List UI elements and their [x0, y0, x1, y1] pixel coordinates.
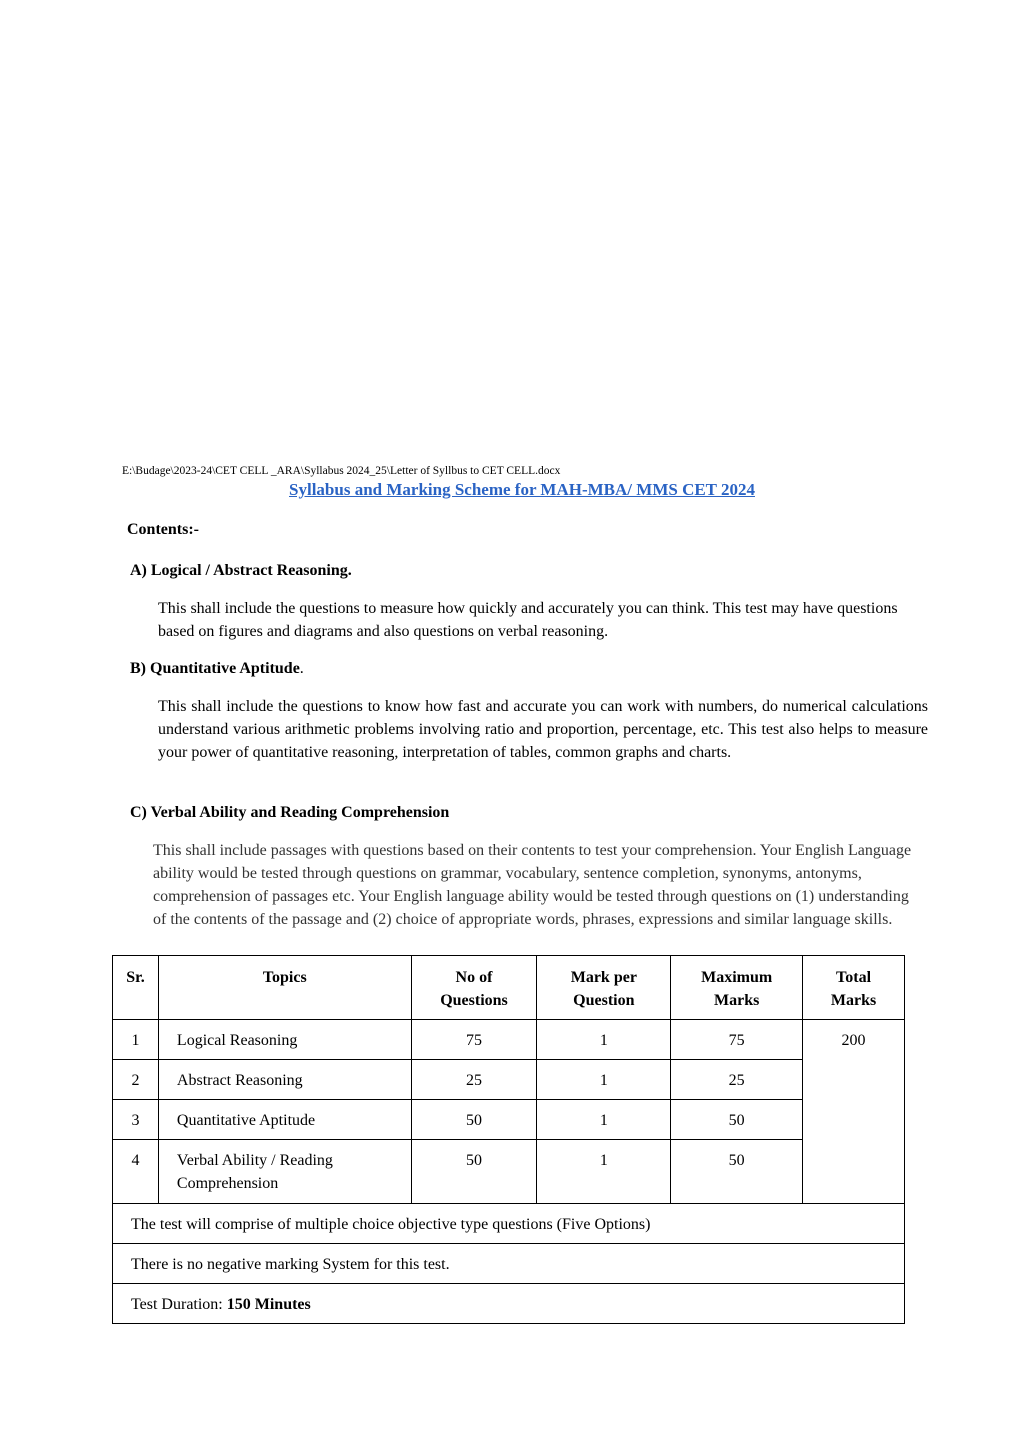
- table-header-row: [113, 956, 905, 1020]
- header-maximum-marks: Maximum Marks: [671, 956, 803, 1020]
- row-questions: 25: [411, 1060, 537, 1100]
- duration-label: Test Duration:: [131, 1296, 227, 1313]
- header-total-marks: Total Marks: [803, 956, 905, 1020]
- section-b-body: This shall include the questions to know how fast and accurate you can work with numbers, do numerical calculations understand various arithmetic problems involving ratio and proportion, percentage, etc. This test also helps to measure your power of quantitative reasoning, interpretation of tables, common graphs and charts.: [158, 698, 928, 761]
- table-row: [113, 1140, 905, 1204]
- marking-scheme-table: [112, 955, 905, 1324]
- duration-value: 150 Minutes: [226, 1296, 311, 1313]
- document-title: Syllabus and Marking Scheme for MAH-MBA/ MMS CET 2024: [289, 480, 755, 499]
- table-note-row: [113, 1284, 905, 1324]
- row-mark: 1: [537, 1140, 671, 1204]
- row-sr: 3: [113, 1100, 159, 1140]
- test-duration: [113, 1284, 905, 1324]
- row-questions: 50: [411, 1100, 537, 1140]
- header-no-of-questions: No of Questions: [411, 956, 537, 1020]
- row-mark: 1: [537, 1020, 671, 1060]
- row-topic: Logical Reasoning: [158, 1020, 411, 1060]
- row-mark: 1: [537, 1100, 671, 1140]
- row-max: 75: [671, 1020, 803, 1060]
- section-a-heading-text: A) Logical / Abstract Reasoning.: [130, 562, 352, 579]
- section-a-body: This shall include the questions to measure how quickly and accurately you can think. This test may have questions based on figures and diagrams and also questions on verbal reasoning.: [158, 600, 898, 640]
- section-c-heading-text: C) Verbal Ability and Reading Comprehension: [130, 804, 450, 821]
- row-sr: 4: [113, 1140, 159, 1204]
- table-note-row: [113, 1204, 905, 1244]
- row-mark: 1: [537, 1060, 671, 1100]
- row-questions: 75: [411, 1020, 537, 1060]
- note-negative-marking: There is no negative marking System for this test.: [113, 1244, 905, 1284]
- file-path: E:\Budage\2023-24\CET CELL _ARA\Syllabus 2024_25\Letter of Syllbus to CET CELL.docx: [122, 465, 561, 477]
- table-row: [113, 1060, 905, 1100]
- row-max: 25: [671, 1060, 803, 1100]
- row-sr: 2: [113, 1060, 159, 1100]
- header-mark-per-question: Mark per Question: [537, 956, 671, 1020]
- header-sr: Sr.: [113, 956, 159, 1020]
- row-topic: Verbal Ability / Reading Comprehension: [158, 1140, 411, 1204]
- section-c-heading: [130, 804, 449, 822]
- row-topic: Abstract Reasoning: [158, 1060, 411, 1100]
- note-question-format: The test will comprise of multiple choice objective type questions (Five Options): [113, 1204, 905, 1244]
- row-sr: 1: [113, 1020, 159, 1060]
- row-max: 50: [671, 1140, 803, 1204]
- table-note-row: [113, 1244, 905, 1284]
- section-c-body: This shall include passages with questions based on their contents to test your comprehension. Your English Language ability would be tested through questions on grammar, vocabulary, sentence completion, synonyms, antonyms, comprehension of passages etc. Your English language ability would be tested through questions on (1) understanding of the contents of the passage and (2) choice of appropriate words, phrases, expressions and similar language skills.: [153, 842, 912, 928]
- row-questions: 50: [411, 1140, 537, 1204]
- total-marks-value: 200: [803, 1020, 905, 1204]
- table-row: [113, 1100, 905, 1140]
- table-row: [113, 1020, 905, 1060]
- section-b-heading: [130, 660, 304, 678]
- contents-label: Contents:-: [127, 521, 199, 538]
- section-b-heading-tail: .: [299, 660, 304, 677]
- header-topics: Topics: [158, 956, 411, 1020]
- section-a-heading: [130, 562, 352, 580]
- row-topic: Quantitative Aptitude: [158, 1100, 411, 1140]
- row-max: 50: [671, 1100, 803, 1140]
- section-b-heading-text: B) Quantitative Aptitude: [130, 660, 300, 677]
